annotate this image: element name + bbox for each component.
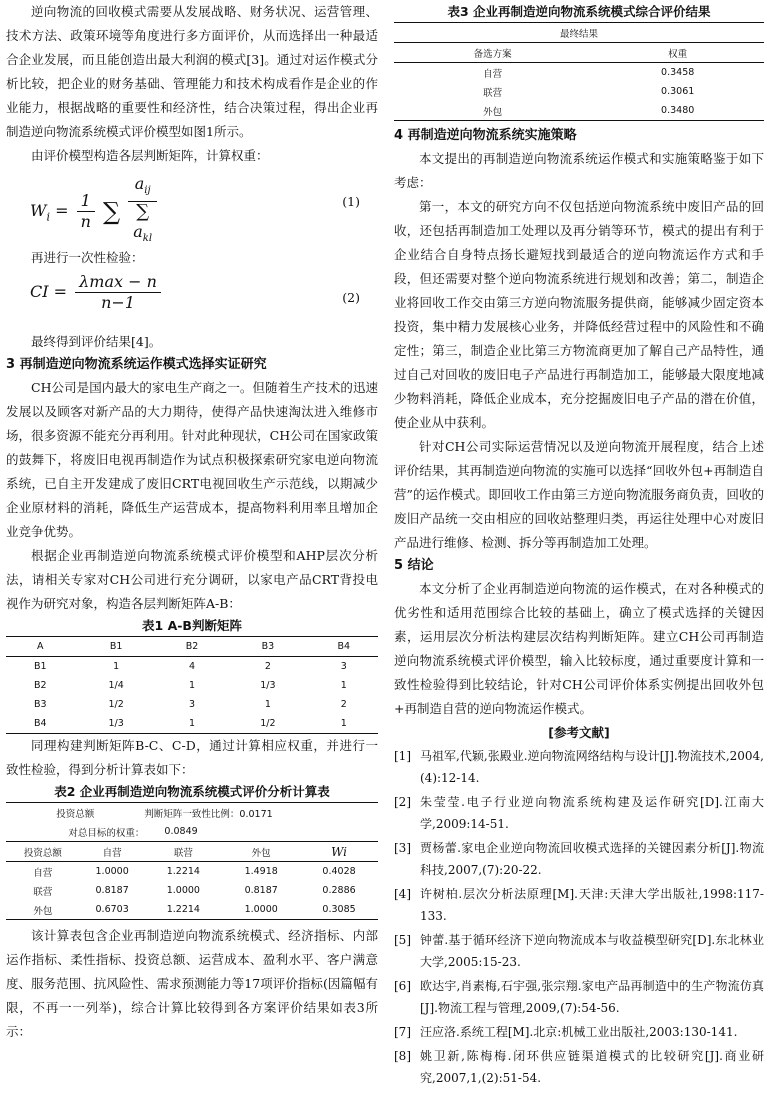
reference-index: [7] (394, 1025, 411, 1039)
table-cell: 2 (264, 661, 271, 672)
table-2-header-row (6, 842, 378, 862)
table-2-meta: 判断矩阵一致性比例：0.0171 (144, 808, 273, 820)
left-column (6, 0, 378, 1044)
eq1-lhs-sub: i (46, 210, 50, 224)
table-cell: 1.0000 (244, 904, 278, 915)
references-title: [参考文献] (548, 725, 610, 740)
table-2-meta: 对总目标的权重： (68, 827, 145, 839)
equation-2 (6, 270, 378, 330)
table-cell: 1 (188, 718, 195, 729)
list-item (394, 1045, 764, 1089)
table-2-header: 投资总额 (23, 847, 62, 859)
table-2-meta-row (6, 803, 378, 823)
eq-after-text: 最终得到评价结果[4]。 (31, 334, 162, 349)
table-cell: 1/3 (260, 680, 276, 691)
table-cell: 外包 (483, 106, 503, 118)
reference-text: 朱莹莹.电子行业逆向物流系统构建及运作研究[D].江南大学,2009:14-51. (420, 795, 764, 831)
table-cell: 外包 (33, 905, 53, 917)
table-3-super-header: 最终结果 (559, 28, 598, 40)
table-cell: 1/4 (108, 680, 124, 691)
list-item (394, 929, 764, 973)
list-item (394, 745, 764, 789)
equation-2-number: (2) (342, 290, 360, 305)
table-3-super-row (394, 23, 764, 43)
table-2-meta: 投资总额 (56, 808, 95, 820)
table-row (394, 63, 764, 83)
table-3-header-row (394, 43, 764, 63)
references-list (394, 745, 764, 1089)
table-row (6, 676, 378, 695)
reference-index: [1] (394, 749, 411, 763)
table-3 (394, 22, 764, 121)
table-1-header: B3 (261, 641, 275, 652)
table-row (6, 862, 378, 882)
section-4-title: 4 再制造逆向物流系统实施策略 (394, 128, 577, 143)
reference-index: [6] (394, 979, 411, 993)
table-cell: 0.8187 (95, 885, 129, 896)
table-cell: 0.4028 (322, 866, 356, 877)
reference-index: [2] (394, 795, 411, 809)
list-item (394, 791, 764, 835)
table-cell: 1.4918 (244, 866, 278, 877)
equation-1-formula: $W_i$ = $\frac{1}{n}$ ∑ $a_{ij}$ ∑ $a_{kl}$ (30, 174, 160, 249)
table-cell: 0.2886 (322, 885, 356, 896)
table-cell: 0.3458 (661, 67, 695, 78)
intro-paragraph-1: 逆向物流的回收模式需要从发展战略、财务状况、运营管理、技术方法、政策环境等角度进行多方面评价，从而选择出一种最适合企业发展，而且能创造出最大利润的模式[3]。通过对运作模式分析比较，把企业的财务基础、管理能力和技术构成看作是企业的作业能力，根据战略的重要性和经济性，结合决策过程，得出企业再制造逆向物流系统模式评价模型如图1所示。 (6, 4, 378, 139)
table-row (6, 881, 378, 900)
table-3-caption: 表3 企业再制造逆向物流系统模式综合评价结果 (447, 4, 711, 19)
eq1-lhs: W (30, 201, 47, 221)
table-2-header: 自营 (102, 847, 122, 859)
table-1-header: B1 (109, 641, 123, 652)
eq2-lhs: CI = (30, 282, 68, 301)
table-2-header: Wi (331, 844, 348, 859)
table-cell: 自营 (483, 68, 503, 80)
reference-text: 欧达宇,肖素梅,石宇强,张宗翔.家电产品再制造中的生产物流仿真[J].物流工程与管理,2009,(7):54-56. (420, 979, 764, 1015)
table-cell: 联营 (483, 87, 503, 99)
table-cell: B4 (33, 718, 47, 729)
table-cell: 3 (340, 661, 347, 672)
section-3-paragraph-1: CH公司是国内最大的家电生产商之一。但随着生产技术的迅速发展以及顾客对新产品的大力期待，使得产品快速淘汰进入维修市场，很多资源不能充分再利用。针对此种现状，CH公司在国家政策的鼓舞下，将废旧电视再制造作为试点积极探索研究家电逆向物流系统，已自主开发建成了废旧CRT电视回收生产示范线，以期减少企业原材料的消耗，降低生产运营成本，提高物料利用率且增加企业竞争优势。 (6, 380, 378, 539)
table-1-header: B4 (337, 641, 351, 652)
list-item (394, 883, 764, 927)
table-cell: 1.2214 (166, 866, 200, 877)
reference-text: 姚卫新,陈梅梅.闭环供应链渠道模式的比较研究[J].商业研究,2007,1,(2):51-54. (420, 1049, 764, 1085)
eq2-intro: 再进行一次性检验： (31, 250, 144, 265)
table-cell: B2 (33, 680, 47, 691)
after-table-1-text: 同理构建判断矩阵B-C、C-D，通过计算相应权重，并进行一致性检验，得到分析计算表如下： (6, 738, 378, 777)
table-cell: B1 (33, 661, 47, 672)
section-5-title: 5 结论 (394, 558, 434, 573)
table-cell: 0.3480 (661, 105, 695, 116)
table-row (6, 657, 378, 677)
reference-text: 贾杨蕾.家电企业逆向物流回收模式选择的关键因素分析[J].物流科技,2007,(7):20-22. (420, 841, 764, 877)
table-cell: 自营 (33, 867, 53, 879)
table-row (394, 101, 764, 121)
after-table-2-text: 该计算表包含企业再制造逆向物流系统模式、经济指标、内部运作指标、柔性指标、投资总额、运营成本、盈利水平、客户满意度、服务范围、抗风险性、需求预测能力等17项评价指标(因篇幅有限，不再一一列举)，综合计算比较得到各方案评价结果如表3所示： (6, 928, 378, 1039)
table-cell: 1.0000 (166, 885, 200, 896)
reference-index: [3] (394, 841, 411, 855)
table-cell: 0.3061 (661, 86, 695, 97)
equation-1 (6, 168, 378, 246)
list-item (394, 975, 764, 1019)
table-2-header: 联营 (173, 847, 193, 859)
table-cell: 1.2214 (166, 904, 200, 915)
table-cell: 1/2 (108, 699, 124, 710)
table-3-header: 备选方案 (473, 48, 512, 60)
list-item (394, 1021, 764, 1043)
table-cell: 1.0000 (95, 866, 129, 877)
right-column (394, 0, 764, 1091)
table-cell: 0.6703 (95, 904, 129, 915)
table-cell: 1 (340, 680, 347, 691)
table-row (6, 714, 378, 734)
reference-index: [5] (394, 933, 411, 947)
eq2-denominator: n−1 (75, 292, 161, 313)
table-cell: 1 (340, 718, 347, 729)
equation-1-number: (1) (342, 194, 360, 209)
section-5-paragraph-1: 本文分析了企业再制造逆向物流的运作模式，在对各种模式的优劣性和适用范围综合比较的基础上，确立了模式选择的关键因素，运用层次分析法构建层次结构判断矩阵。建立CH公司再制造逆向物流系统模式评价模型，输入比较标度，通过重要度计算和一致性检验得到比较结论，针对CH公司评价体系实例提出回收外包+再制造自营的逆向物流运作模式。 (394, 581, 764, 716)
table-2-caption: 表2 企业再制造逆向物流系统模式评价分析计算表 (54, 784, 330, 799)
table-2-meta-row (6, 822, 378, 842)
intro-paragraph-2: 由评价模型构造各层判断矩阵，计算权重： (31, 148, 269, 163)
eq2-numerator: λmax − n (79, 272, 157, 291)
table-cell: 0.8187 (244, 885, 278, 896)
table-cell: 4 (188, 661, 195, 672)
table-cell: B3 (33, 699, 47, 710)
table-2-header: 外包 (251, 847, 271, 859)
table-1-header: A (36, 641, 44, 652)
table-row (6, 900, 378, 920)
table-row (394, 82, 764, 101)
table-2-meta: 0.0849 (164, 826, 198, 837)
table-1 (6, 636, 378, 734)
reference-text: 马祖军,代颖,张殿业.逆向物流网络结构与设计[J].物流技术,2004,(4):12-14. (420, 749, 764, 785)
section-4-paragraph-3: 针对CH公司实际运营情况以及逆向物流开展程度，结合上述评价结果，其再制造逆向物流的实施可以选择“回收外包+再制造自营”的运作模式。即回收工作由第三方逆向物流服务商负责，回收的废旧产品统一交由相应的回收站整理归类，再运往处理中心对废旧产品进行维修、检测、拆分等再制造加工处理。 (394, 439, 764, 550)
section-3-title: 3 再制造逆向物流系统运作模式选择实证研究 (6, 357, 267, 372)
list-item (394, 837, 764, 881)
reference-text: 许树柏.层次分析法原理[M].天津:天津大学出版社,1998:117-133. (420, 887, 764, 923)
table-2 (6, 802, 378, 920)
table-cell: 1/2 (260, 718, 276, 729)
table-cell: 1 (264, 699, 271, 710)
table-3-header: 权重 (668, 48, 688, 60)
table-cell: 3 (188, 699, 195, 710)
table-1-header: B2 (185, 641, 199, 652)
table-cell: 2 (340, 699, 347, 710)
reference-text: 汪应洛.系统工程[M].北京:机械工业出版社,2003:130-141. (420, 1025, 738, 1039)
table-cell: 1/3 (108, 718, 124, 729)
reference-text: 钟蕾.基于循环经济下逆向物流成本与收益模型研究[D].东北林业大学,2005:15-23. (420, 933, 764, 969)
section-3-paragraph-2: 根据企业再制造逆向物流系统模式评价模型和AHP层次分析法，请相关专家对CH公司进行充分调研，以家电产品CRT背投电视作为研究对象，构造各层判断矩阵A-B： (6, 548, 378, 611)
section-4-paragraph-1: 本文提出的再制造逆向物流系统运作模式和实施策略鉴于如下考虑： (394, 151, 764, 190)
table-cell: 0.3085 (322, 904, 356, 915)
table-1-header-row (6, 637, 378, 657)
table-cell: 1 (188, 680, 195, 691)
equation-2-formula (30, 272, 164, 313)
reference-index: [8] (394, 1049, 411, 1063)
section-4-paragraph-2: 第一，本文的研究方向不仅包括逆向物流系统中废旧产品的回收，还包括再制造加工处理以及再分销等环节，模式的提出有利于企业结合自身特点扬长避短找到最适合的逆向物流运作方式和手段，但还需要对整个逆向物流系统进行规划和改善；第二，制造企业将回收工作交由第三方逆向物流服务提供商，能够减少固定资本投资，集中精力发展核心业务，并降低经营过程中的风险性和不确定性；第三，制造企业比第三方物流商更加了解自己产品特性，通过自己对回收的废旧电子产品进行再制造加工，能够最大限度地减少物料消耗，降低企业成本，充分挖掘废旧电子产品的潜在价值，使企业从中获利。 (394, 199, 764, 430)
table-cell: 联营 (33, 886, 53, 898)
table-cell: 1 (113, 661, 120, 672)
table-row (6, 695, 378, 714)
reference-index: [4] (394, 887, 411, 901)
table-1-caption: 表1 A-B判断矩阵 (142, 618, 242, 633)
